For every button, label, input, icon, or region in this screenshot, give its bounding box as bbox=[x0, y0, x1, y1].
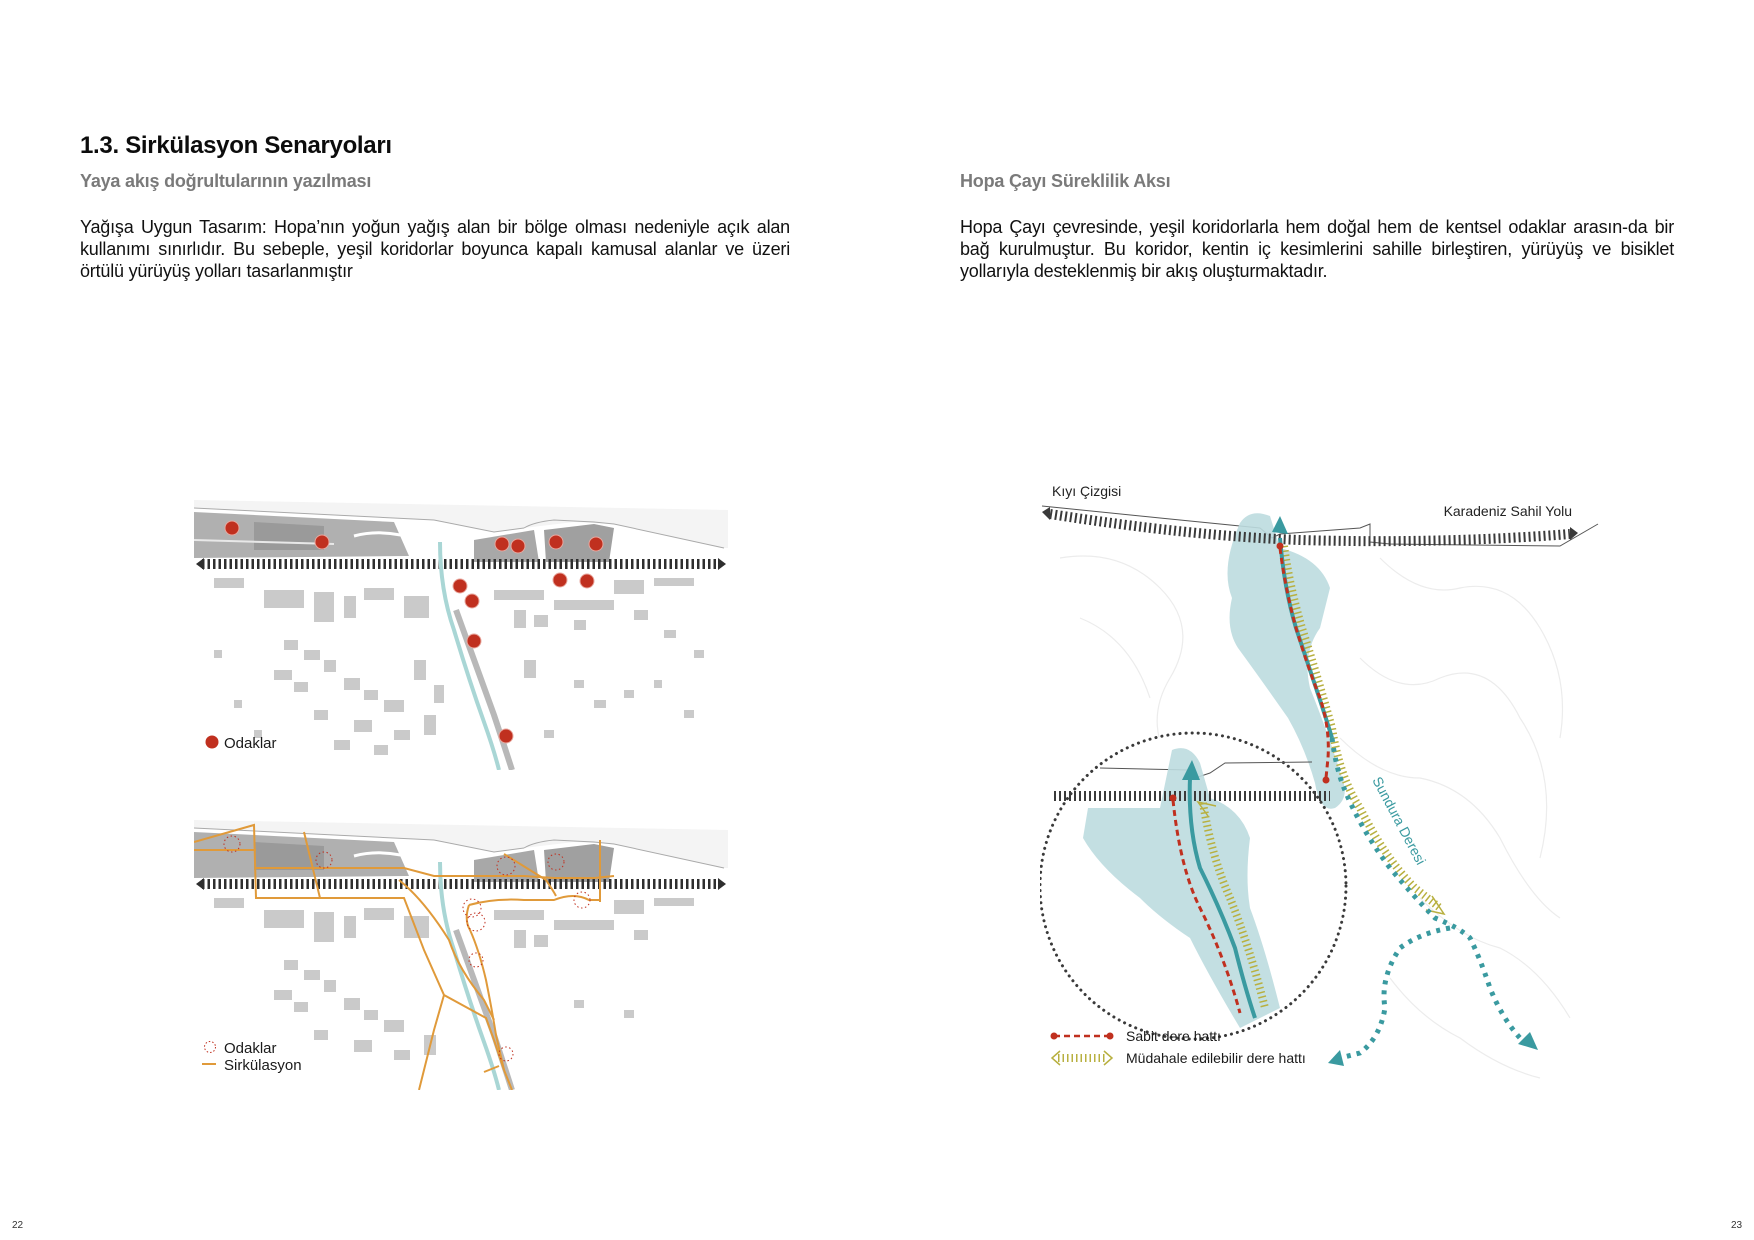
page-number-right: 23 bbox=[1731, 1220, 1743, 1231]
focus-dot bbox=[453, 579, 467, 593]
right-subtitle: Hopa Çayı Süreklilik Aksı bbox=[960, 171, 1171, 191]
coastline-label: Kıyı Çizgisi bbox=[1052, 483, 1122, 499]
focus-dot bbox=[495, 537, 509, 551]
focus-dot bbox=[499, 729, 513, 743]
right-paragraph: Hopa Çayı çevresinde, yeşil koridorlarla hem doğal hem de kentsel odaklar arasın-da bir bağ kurulmuştur. Bu koridor, kentin iç kesimlerini sahille birleştiren, yürüyüş ve bisiklet yollarıyla desteklenmiş bir akış oluşturmaktadır. bbox=[960, 217, 1674, 281]
section-title: 1.3. Sirkülasyon Senaryoları bbox=[80, 132, 392, 159]
legend-sirkulasyon: Sirkülasyon bbox=[224, 1057, 302, 1074]
left-paragraph: Yağışa Uygun Tasarım: Hopa’nın yoğun yağış alan bir bölge olması nedeniyle açık alan kullanımı sınırlıdır. Bu sebeple, yeşil koridorlar boyunca kapalı kamusal alanlar ve üzeri örtülü yürüyüş yolları tasarlanmıştır bbox=[80, 217, 790, 281]
stream-label: Sundura Deresi bbox=[1369, 773, 1430, 868]
focus-dot bbox=[465, 594, 479, 608]
legend-odaklar: Odaklar bbox=[224, 1040, 277, 1057]
focus-dot bbox=[589, 537, 603, 551]
legend-intervenable-stream: Müdahale edilebilir dere hattı bbox=[1126, 1050, 1306, 1066]
detail-inset bbox=[1040, 733, 1346, 1039]
focus-points-map bbox=[194, 500, 728, 770]
focus-dot bbox=[467, 634, 481, 648]
focus-dot bbox=[580, 574, 594, 588]
page-number-left: 22 bbox=[12, 1220, 24, 1231]
legend-fixed-stream: Sabit dere hattı bbox=[1126, 1028, 1221, 1044]
left-subtitle: Yaya akış doğrultularının yazılması bbox=[80, 171, 372, 191]
red-dot-icon bbox=[206, 736, 219, 749]
road-label: Karadeniz Sahil Yolu bbox=[1443, 503, 1572, 519]
focus-dot bbox=[549, 535, 563, 549]
legend-odaklar: Odaklar bbox=[224, 735, 277, 752]
focus-dot bbox=[225, 521, 239, 535]
circulation-map bbox=[194, 820, 728, 1090]
focus-dot bbox=[511, 539, 525, 553]
focus-dot bbox=[553, 573, 567, 587]
focus-dot bbox=[315, 535, 329, 549]
stream-corridor-map bbox=[1040, 478, 1600, 1100]
